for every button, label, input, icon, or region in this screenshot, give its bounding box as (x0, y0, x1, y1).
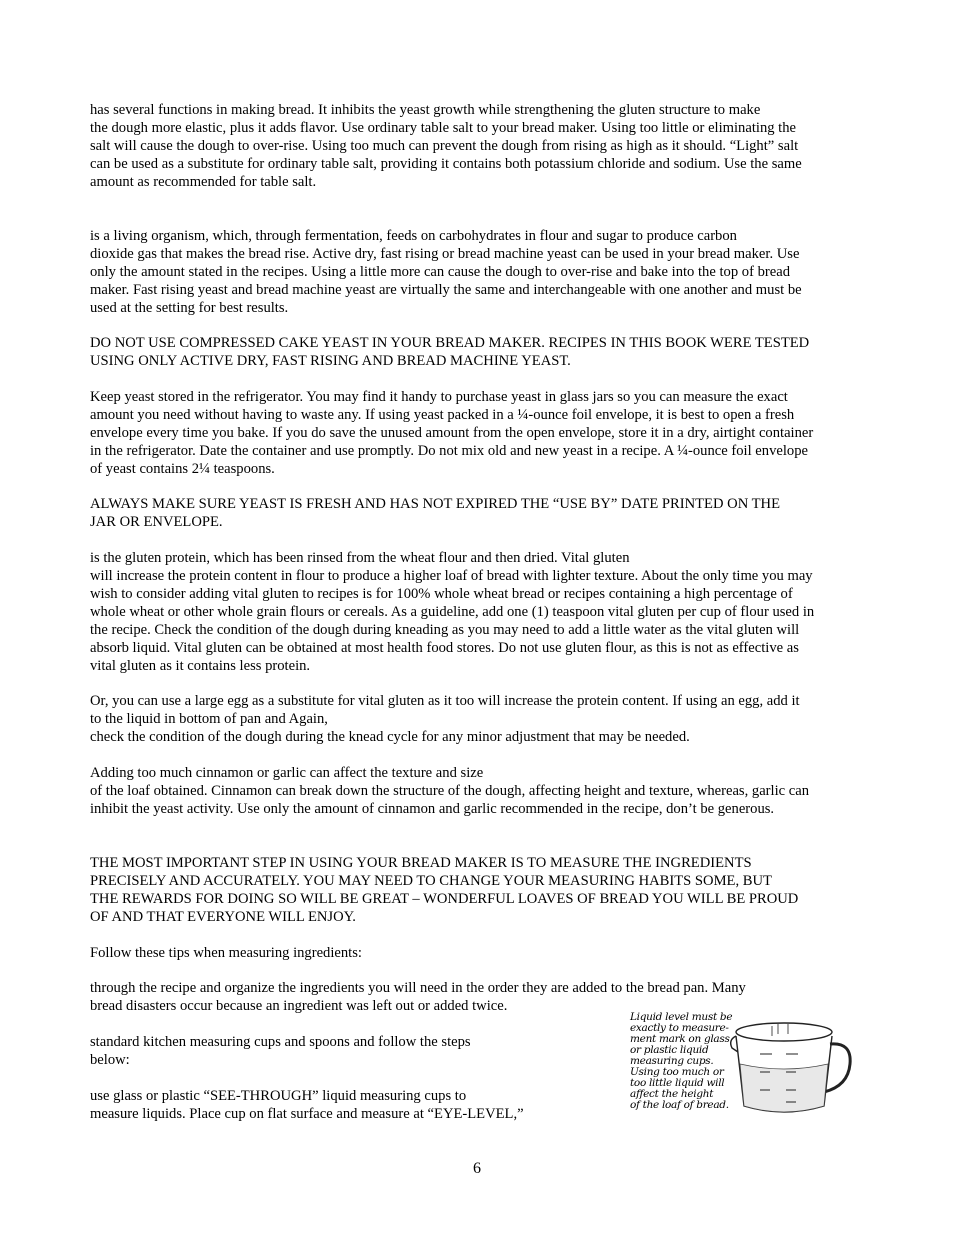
no-cake-yeast-paragraph: DO NOT USE COMPRESSED CAKE YEAST IN YOUR BREAD MAKER. RECIPES IN THIS BOOK WERE TESTED USING ONLY ACTIVE DRY, FAST RISING AND BREAD MACHINE YEAST. (90, 335, 810, 369)
measuring-cup-figure (626, 1012, 860, 1120)
measuring-tips-intro: Follow these tips when measuring ingredients: (90, 945, 362, 961)
salt-paragraph: has several functions in making bread. It inhibits the yeast growth while strengthening the gluten structure to make the dough more elastic, plus it adds flavor. Use ordinary table salt to your bread maker. Using too little or eliminating the salt will cause the dough to over-rise. Using too much can prevent the dough from rising as high as it should. “Light” salt can be used as a substitute for ordinary table salt, providing it contains both potassium chloride and sodium. Use the same amount as recommended for table salt. (90, 102, 802, 190)
figure-caption: Liquid level must be exactly to measure- ment mark on glass or plastic liquid measuring cups. Using too much or too little liquid will affect the height of the loaf of bread. (630, 1011, 733, 1111)
yeast-fresh-paragraph: ALWAYS MAKE SURE YEAST IS FRESH AND HAS NOT EXPIRED THE “USE BY” DATE PRINTED ON THE JAR OR ENVELOPE. (90, 496, 780, 530)
page-number: 6 (473, 1160, 481, 1177)
measuring-cup-icon (726, 1014, 854, 1118)
standard-measuring-tip: standard kitchen measuring cups and spoons and follow the steps below: (90, 1034, 471, 1068)
yeast-paragraph: is a living organism, which, through fermentation, feeds on carbohydrates in flour and sugar to produce carbon dioxide gas that makes the bread rise. Active dry, fast rising or bread machine yeast can be used in your bread maker. Use only the amount stated in the recipes. Using a little more can cause the dough to over-rise and bake into the top of bread maker. Fast rising yeast and bread machine yeast are virtually the same and interchangeable with one another and must be used at the setting for best results. (90, 228, 802, 316)
cinnamon-garlic-paragraph: Adding too much cinnamon or garlic can affect the texture and size of the loaf obtained. Cinnamon can break down the structure of the dough, affecting height and texture, whereas, garlic can inhibit the yeast activity. Use only the amount of cinnamon and garlic recommended in the recipe, don’t be generous. (90, 765, 810, 817)
vital-gluten-paragraph: is the gluten protein, which has been rinsed from the wheat flour and then dried. Vital gluten will increase the protein content in flour to produce a higher loaf of bread with lighter texture. About the only time you may wish to consider adding vital gluten to recipes is for 100% whole wheat bread or recipes containing a high percentage of whole wheat or other whole grain flours or cereals. As a guideline, add one (1) teaspoon vital gluten per cup of flour used in the recipe. Check the condition of the dough during kneading as you may need to add a little water as the vital gluten will absorb liquid. Vital gluten can be obtained at most health food stores. Do not use gluten flour, as this is not as effective as vital gluten as it contains less protein. (90, 550, 815, 674)
read-recipe-tip: through the recipe and organize the ingredients you will need in the order they are added to the bread pan. Many bread disasters occur because an ingredient was left out or added twice. (90, 980, 746, 1014)
measuring-importance-paragraph: THE MOST IMPORTANT STEP IN USING YOUR BREAD MAKER IS TO MEASURE THE INGREDIENTS PRECISELY AND ACCURATELY. YOU MAY NEED TO CHANGE YOUR MEASURING HABITS SOME, BUT THE REWARDS FOR DOING SO WILL BE GREAT – WONDERFUL LOAVES OF BREAD YOU WILL BE PROUD OF AND THAT EVERYONE WILL ENJOY. (90, 855, 799, 925)
liquid-measuring-tip: use glass or plastic “SEE-THROUGH” liquid measuring cups to measure liquids. Place cup on flat surface and measure at “EYE-LEVEL,” (90, 1088, 524, 1122)
egg-substitute-paragraph: Or, you can use a large egg as a substitute for vital gluten as it too will increase the protein content. If using an egg, add it to the liquid in bottom of pan and Again, check the condition of the dough during the knead cycle for any minor adjustment that may be needed. (90, 693, 800, 745)
yeast-storage-paragraph: Keep yeast stored in the refrigerator. You may find it handy to purchase yeast in glass jars so you can measure the exact amount you need without having to waste any. If using yeast packed in a ¼-ounce foil envelope, it is best to open a fresh envelope every time you bake. If you do save the unused amount from the open envelope, store it in a dry, airtight container in the refrigerator. Date the container and use promptly. Do not mix old and new yeast in a recipe. A ¼-ounce foil envelope of yeast contains 2¼ teaspoons. (90, 389, 814, 477)
